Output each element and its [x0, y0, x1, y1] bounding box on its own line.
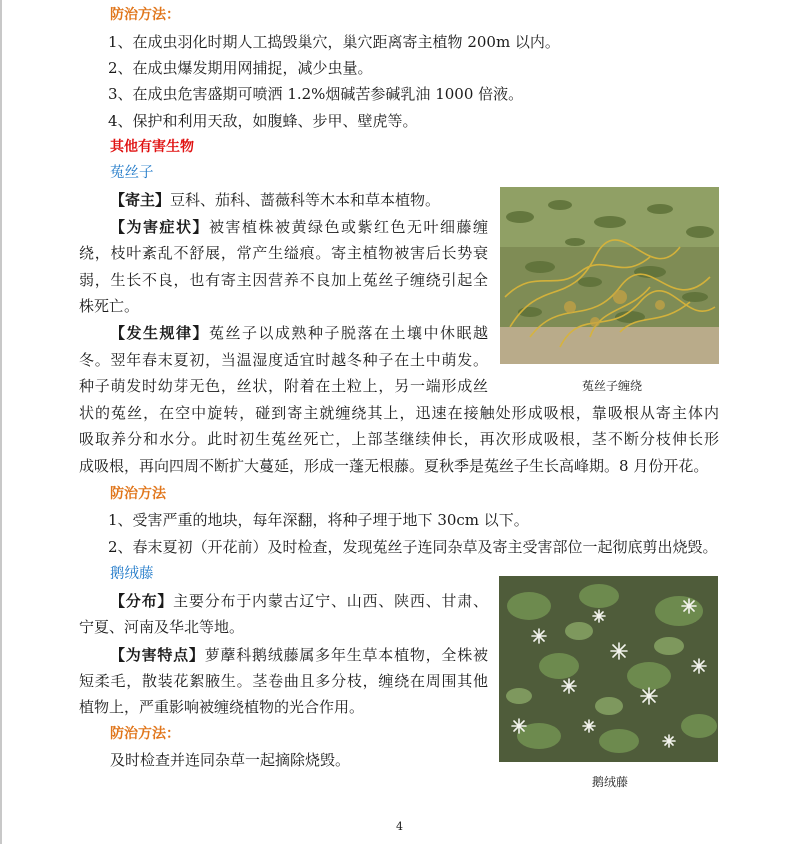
dodder-photo-caption: 菟丝子缠绕 [582, 379, 643, 393]
harm-label: 【为害特点】 [110, 646, 205, 664]
host-label: 【寄主】 [110, 191, 171, 209]
symptom-line: 绕，枝叶紊乱不舒展，常产生缢痕。寄主植物被害后长势衰 [79, 244, 488, 262]
dodder-control-item: 1、受害严重的地块，每年深翻，将种子埋于地下 30cm 以下。 [108, 511, 529, 529]
page-number: 4 [396, 820, 403, 833]
host-text: 豆科、茄科、蔷薇科等木本和草本植物。 [170, 191, 441, 209]
pattern-line: 成吸根，再向四周不断扩大蔓延，形成一蓬无根藤。夏秋季是菟丝子生长高峰期。8 月份开花。 [79, 457, 709, 475]
symptom-text: 被害植株被黄绿色或紫红色无叶细藤缠 [209, 218, 488, 236]
pattern-line: 状的菟丝，在空中旋转，碰到寄主就缠绕其上，迅速在接触处形成吸根，靠吸根从寄主体内 [79, 404, 719, 422]
control-methods-heading: 防治方法： [110, 7, 180, 23]
harm-line [110, 645, 488, 665]
pattern-line: 吸取养分和水分。此时初生菟丝死亡，上部茎继续伸长，再次形成吸根，茎不断分枝伸长形 [79, 430, 719, 448]
dist-line [110, 591, 488, 611]
harm-line: 植物上，严重影响被缠绕植物的光合作用。 [79, 698, 365, 716]
dodder-host-paragraph [110, 190, 440, 210]
cynanchum-photo [499, 576, 718, 762]
control-item: 4、保护和利用天敌，如腹蜂、步甲、壁虎等。 [108, 112, 418, 130]
cynanchum-photo-caption: 鹅绒藤 [592, 775, 629, 789]
symptom-line: 弱，生长不良，也有寄主因营养不良加上菟丝子缠绕引起全 [79, 271, 488, 289]
dist-text: 主要分布于内蒙古辽宁、山西、陕西、甘肃、 [173, 592, 488, 610]
harm-text: 萝藦科鹅绒藤属多年生草本植物，全株被 [204, 646, 488, 664]
dodder-photo [500, 187, 719, 364]
pattern-line: 种子萌发时幼芽无色，丝状，附着在土粒上，另一端形成丝 [79, 377, 488, 395]
cynanchum-control-text: 及时检查并连同杂草一起摘除烧毁。 [110, 751, 351, 769]
other-pests-heading: 其他有害生物 [110, 139, 194, 155]
dist-line: 宁夏、河南及华北等地。 [79, 618, 245, 636]
cynanchum-control-heading: 防治方法： [110, 726, 180, 742]
pattern-line [110, 323, 488, 343]
symptom-line [110, 217, 488, 237]
harm-line: 短柔毛，散装花絮腋生。茎卷曲且多分枝，缠绕在周围其他 [79, 672, 488, 690]
cynanchum-title: 鹅绒藤 [110, 566, 154, 582]
dodder-control-heading: 防治方法 [110, 486, 166, 502]
symptom-label: 【为害症状】 [110, 218, 209, 236]
control-item: 1、在成虫羽化时期人工捣毁巢穴，巢穴距离寄主植物 200m 以内。 [108, 33, 560, 51]
page-left-edge [0, 0, 2, 844]
dist-label: 【分布】 [110, 592, 174, 610]
symptom-line: 株死亡。 [79, 297, 140, 315]
pattern-text: 菟丝子以成熟种子脱落在土壤中休眠越 [209, 324, 488, 342]
control-item: 2、在成虫爆发期用网捕捉，减少虫量。 [108, 59, 373, 77]
dodder-control-item: 2、春末夏初（开花前）及时检查，发现菟丝子连同杂草及寄主受害部位一起彻底剪出烧毁。 [108, 538, 718, 556]
pattern-line: 冬。翌年春末夏初，当温湿度适宜时越冬种子在土中萌发。 [79, 351, 488, 369]
pattern-label: 【发生规律】 [110, 324, 209, 342]
dodder-title: 菟丝子 [110, 165, 154, 181]
control-item: 3、在成虫危害盛期可喷洒 1.2%烟碱苦参碱乳油 1000 倍液。 [108, 85, 524, 103]
